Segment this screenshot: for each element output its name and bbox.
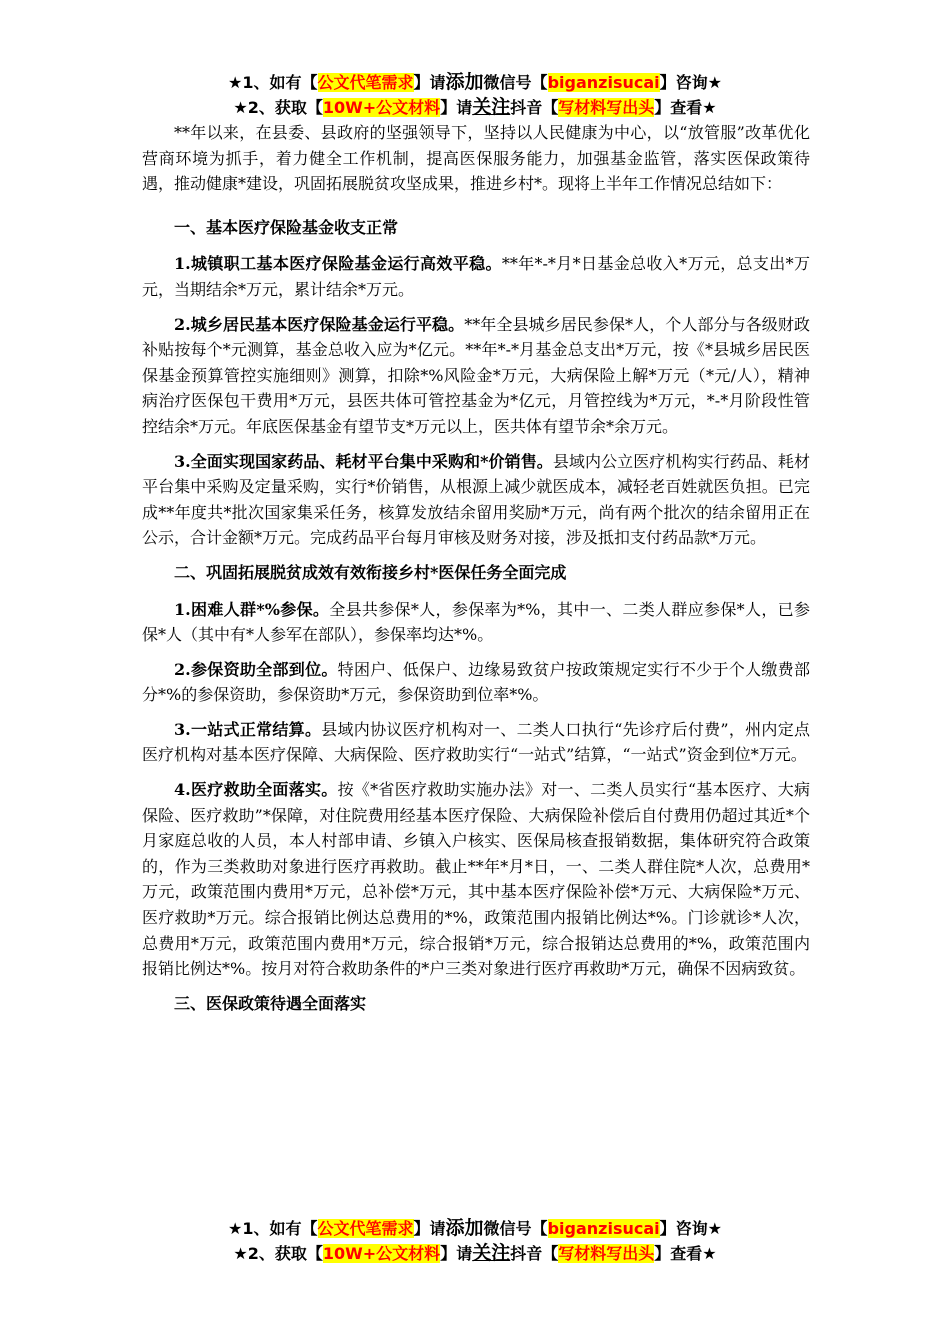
promo-line-1: ★1、如有【公文代笔需求】请添加微信号【biganzisucai】咨询★ bbox=[228, 1217, 722, 1239]
star-icon: ★ bbox=[228, 1219, 243, 1238]
star-icon: ★ bbox=[228, 73, 243, 92]
paragraph-title: 3.一站式正常结算。 bbox=[174, 719, 322, 739]
paragraph-1-1: 1.城镇职工基本医疗保险基金运行高效平稳。**年*-*月*日基金总收入*万元，总支出*万元，当期结余*万元，累计结余*万元。 bbox=[142, 254, 810, 299]
promo-banner-bottom bbox=[0, 1216, 950, 1266]
star-icon: ★ bbox=[233, 98, 248, 117]
section-heading-3: 三、医保政策待遇全面落实 bbox=[174, 993, 367, 1013]
promo-banner-top bbox=[0, 70, 950, 120]
promo-line-2: ★2、获取【10W+公文材料】请关注抖音【写材料写出头】查看★ bbox=[233, 1242, 717, 1264]
paragraph-title: 1.城镇职工基本医疗保险基金运行高效平稳。 bbox=[174, 254, 502, 274]
highlight-service: 公文代笔需求 bbox=[317, 1219, 414, 1238]
paragraph-title: 4.医疗救助全面落实。 bbox=[174, 780, 338, 800]
highlight-douyin: 写材料写出头 bbox=[558, 98, 655, 117]
highlight-wechat-id: biganzisucai bbox=[547, 73, 660, 92]
star-icon: ★ bbox=[233, 1244, 248, 1263]
paragraph-2-3: 3.一站式正常结算。县域内协议医疗机构对一、二类人口执行“先诊疗后付费”，州内定点医疗机构对基本医疗保障、大病保险、医疗救助实行“一站式”结算，“一站式”资金到位*万元。 bbox=[142, 719, 810, 765]
paragraph-title: 2.参保资助全部到位。 bbox=[174, 659, 338, 679]
paragraph-1-3: 3.全面实现国家药品、耗材平台集中采购和*价销售。县域内公立医疗机构实行药品、耗材平台集中采购及定量采购，实行*价销售，从根源上减少就医成本，减轻老百姓就医负担。已完成**年度共*批次国家集采任务，核算发放结余留用奖励*万元，尚有两个批次的结余留用正在公示，合计金额*万元。完成药品平台每月审核及财务对接，涉及抵扣支付药品款*万元。 bbox=[142, 451, 810, 548]
highlight-douyin: 写材料写出头 bbox=[558, 1244, 655, 1263]
section-heading-2: 二、巩固拓展脱贫成效有效衔接乡村*医保任务全面完成 bbox=[174, 562, 567, 582]
highlight-materials: 10W+公文材料 bbox=[322, 1244, 441, 1263]
paragraph-2-1: 1.困难人群*%参保。全县共参保*人，参保率为*%，其中一、二类人群应参保*人，已参保*人（其中有*人参军在部队），参保率均达*%。 bbox=[142, 599, 810, 645]
paragraph-2-4: 4.医疗救助全面落实。按《*省医疗救助实施办法》对一、二类人员实行“基本医疗、大病保险、医疗救助”*保障，对住院费用经基本医疗保险、大病保险补偿后自付费用仍超过其近*个月家庭总收的人员，本人村部申请、乡镇入户核实、医保局核查报销数据，集体研究符合政策的，作为三类救助对象进行医疗再救助。截止**年*月*日，一、二类人群住院*人次，总费用*万元，政策范围内费用*万元，总补偿*万元，其中基本医疗保险补偿*万元、大病保险*万元、医疗救助*万元。综合报销比例达总费用的*%，政策范围内报销比例达*%。门诊就诊*人次，总费用*万元，政策范围内费用*万元，综合报销*万元，综合报销达总费用的*%，政策范围内报销比例达*%。按月对符合救助条件的*户三类对象进行医疗再救助*万元，确保不因病致贫。 bbox=[142, 780, 810, 979]
highlight-service: 公文代笔需求 bbox=[317, 73, 414, 92]
paragraph-title: 1.困难人群*%参保。 bbox=[174, 599, 330, 619]
promo-line-2: ★2、获取【10W+公文材料】请关注抖音【写材料写出头】查看★ bbox=[233, 96, 717, 118]
highlight-materials: 10W+公文材料 bbox=[322, 98, 441, 117]
paragraph-title: 2.城乡居民基本医疗保险基金运行平稳。 bbox=[174, 314, 465, 334]
paragraph-title: 3.全面实现国家药品、耗材平台集中采购和*价销售。 bbox=[174, 451, 553, 471]
intro-paragraph: **年以来，在县委、县政府的坚强领导下，坚持以人民健康为中心，以“放管服”改革优化营商环境为抓手，着力健全工作机制，提高医保服务能力，加强基金监管，落实医保政策待遇，推动健康*建设，巩固拓展脱贫攻坚成果，推进乡村*。现将上半年工作情况总结如下： bbox=[142, 123, 810, 194]
highlight-wechat-id: biganzisucai bbox=[547, 1219, 660, 1238]
paragraph-2-2: 2.参保资助全部到位。特困户、低保户、边缘易致贫户按政策规定实行不少于个人缴费部分*%的参保资助，参保资助*万元，参保资助到位率*%。 bbox=[142, 659, 810, 705]
paragraph-1-2: 2.城乡居民基本医疗保险基金运行平稳。**年全县城乡居民参保*人，个人部分与各级财政补贴按每个*元测算，基金总收入应为*亿元。**年*-*月基金总支出*万元，按《*县城乡居民医保基金预算管控实施细则》测算，扣除*%风险金*万元，大病保险上解*万元（*元/人），精神病治疗医保包干费用*万元，县医共体可管控基金为*亿元，月管控线为*万元，*-*月阶段性管控结余*万元。年底医保基金有望节支*万元以上，医共体有望节余*余万元。 bbox=[142, 314, 810, 436]
document-body bbox=[142, 120, 810, 1027]
section-heading-1: 一、基本医疗保险基金收支正常 bbox=[174, 217, 399, 237]
promo-line-1: ★1、如有【公文代笔需求】请添加微信号【biganzisucai】咨询★ bbox=[228, 71, 722, 93]
